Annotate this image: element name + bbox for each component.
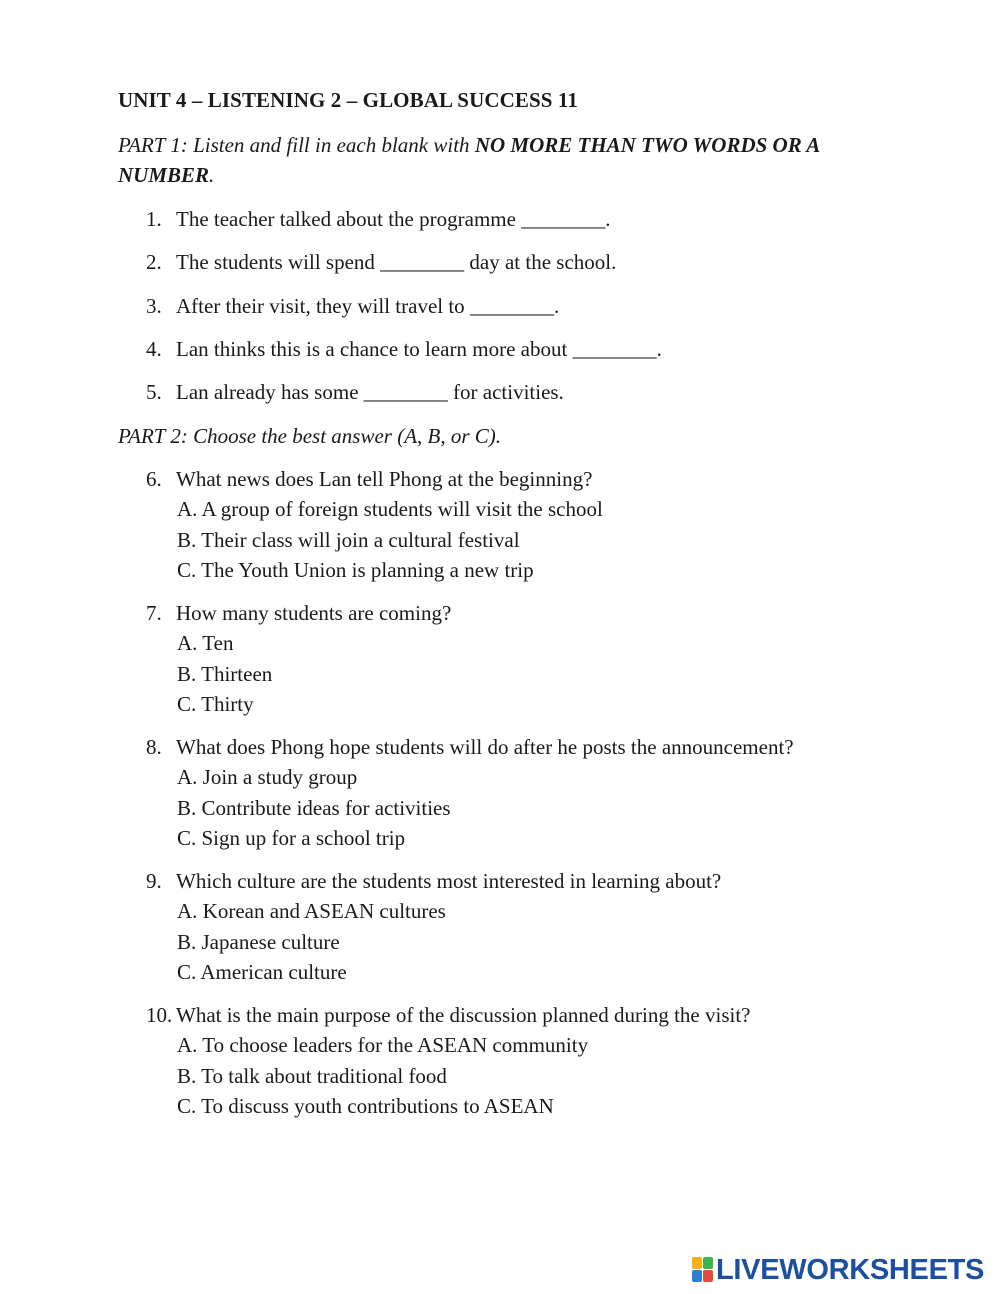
answer-blank-4[interactable]: ________ (572, 337, 657, 361)
part2-instructions: PART 2: Choose the best answer (A, B, or C). (118, 424, 502, 448)
option-7a[interactable]: A. Ten (177, 631, 234, 656)
answer-blank-1[interactable]: ________ (521, 207, 606, 231)
option-8a[interactable]: A. Join a study group (177, 765, 358, 790)
worksheet-title: UNIT 4 – LISTENING 2 – GLOBAL SUCCESS 11 (118, 88, 578, 112)
option-6b[interactable]: B. Their class will join a cultural festival (177, 527, 520, 552)
option-10b[interactable]: B. To talk about traditional food (177, 1063, 447, 1088)
option-7b[interactable]: B. Thirteen (177, 661, 273, 686)
part1-instructions: PART 1: Listen and fill in each blank with NO MORE THAN TWO WORDS OR A NUMBER. (118, 133, 820, 187)
answer-blank-5[interactable]: ________ (363, 380, 448, 404)
logo-text: LIVEWORKSHEETS (716, 1253, 985, 1286)
question-10: 10. What is the main purpose of the discussion planned during the visit? A. To choose leaders for the ASEAN community B. To talk about traditional food C. To discuss youth contributions to ASEAN (146, 1000, 946, 1121)
liveworksheets-logo-icon (692, 1256, 714, 1284)
option-9b[interactable]: B. Japanese culture (177, 929, 340, 954)
answer-blank-3[interactable]: ________ (469, 294, 554, 318)
option-8b[interactable]: B. Contribute ideas for activities (177, 795, 451, 820)
option-9c[interactable]: C. American culture (177, 959, 347, 984)
option-10a[interactable]: A. To choose leaders for the ASEAN community (177, 1033, 589, 1058)
question-9: 9. Which culture are the students most interested in learning about? A. Korean and ASEAN cultures B. Japanese culture C. American culture (146, 866, 946, 987)
option-9a[interactable]: A. Korean and ASEAN cultures (177, 899, 446, 924)
option-7c[interactable]: C. Thirty (177, 691, 254, 716)
option-6c[interactable]: C. The Youth Union is planning a new trip (177, 557, 534, 582)
question-5: 5. Lan already has some ________ for activities. (146, 380, 564, 404)
answer-blank-2[interactable]: ________ (380, 250, 465, 274)
question-4: 4. Lan thinks this is a chance to learn more about ________. (146, 337, 662, 361)
question-7: 7. How many students are coming? A. Ten B. Thirteen C. Thirty (146, 598, 946, 719)
question-2: 2. The students will spend ________ day at the school. (146, 250, 617, 274)
liveworksheets-logo (692, 1254, 984, 1286)
question-6: 6. What news does Lan tell Phong at the beginning? A. A group of foreign students will visit the school B. Their class will join a cultural festival C. The Youth Union is planning a new trip (146, 464, 946, 585)
option-6a[interactable]: A. A group of foreign students will visit the school (177, 497, 603, 522)
option-10c[interactable]: C. To discuss youth contributions to ASEAN (177, 1093, 554, 1118)
option-8c[interactable]: C. Sign up for a school trip (177, 825, 406, 850)
question-3: 3. After their visit, they will travel to ________. (146, 294, 560, 318)
question-1: 1. The teacher talked about the programme ________. (146, 207, 611, 231)
question-8: 8. What does Phong hope students will do after he posts the announcement? A. Join a study group B. Contribute ideas for activities C. Sign up for a school trip (146, 732, 946, 853)
